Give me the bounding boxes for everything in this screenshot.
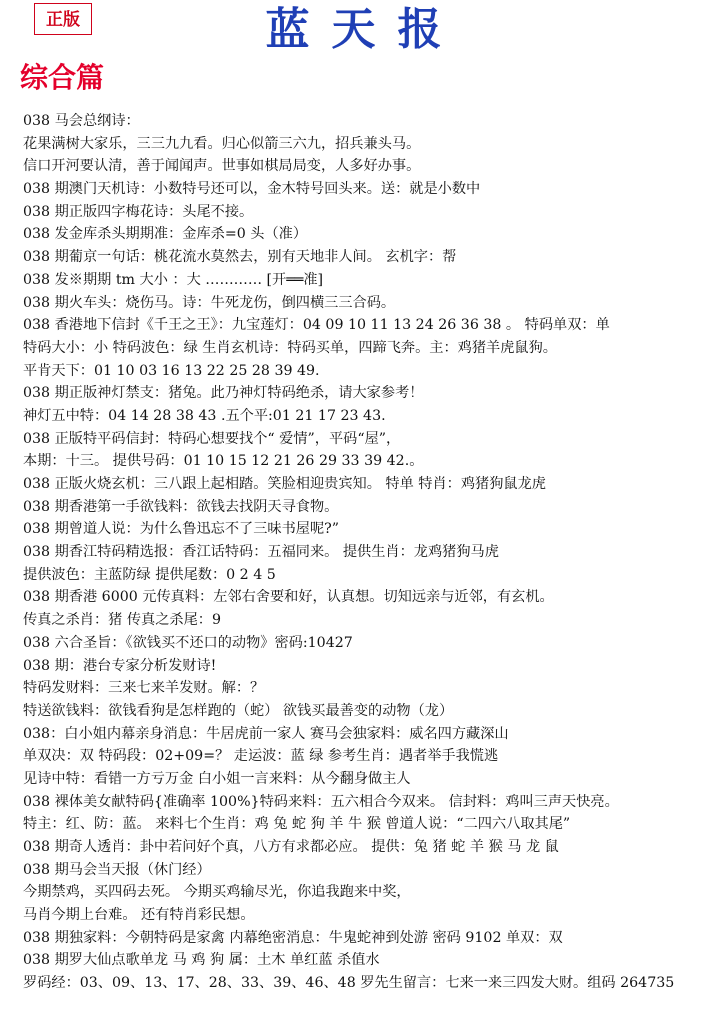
text-line: 038 发金库杀头期期准：金库杀=0 头（准） <box>23 226 308 243</box>
text-line: 038 正版特平码信封：特码心想要找个“ 爱情”，平码“屋”， <box>23 430 401 447</box>
article-body <box>23 110 693 995</box>
text-line: 038 香港地下信封《千王之王》：九宝莲灯：04 09 10 11 13 24 26 36 38 。 特码单双：单 <box>23 317 610 334</box>
text-line: 038 期正版神灯禁支：猪兔。此乃神灯特码绝杀，请大家参考！ <box>23 385 424 402</box>
text-line: 特码大小：小 特码波色：绿 生肖玄机诗：特码买单，四蹄飞奔。主：鸡猪羊虎鼠狗。 <box>23 339 557 356</box>
text-line: 038 正版火烧玄机：三八跟上起相踏。笑脸相迎贵宾知。 特单 特肖：鸡猪狗鼠龙虎 <box>23 476 546 492</box>
text-line: 038 马会总纲诗： <box>23 113 140 129</box>
text-line: 特送欲钱料：欲钱看狗是怎样跑的（蛇） 欲钱买最善变的动物（龙） <box>23 702 454 719</box>
text-line: 神灯五中特：04 14 28 38 43 .五个平:01 21 17 23 43. <box>23 407 386 424</box>
text-line: 平肯天下：01 10 03 16 13 22 25 28 39 49. <box>23 362 320 379</box>
text-line: 038：白小姐内幕亲身消息：牛居虎前一家人 赛马会独家料：威名四方藏深山 <box>23 725 509 742</box>
text-line: 038 六合圣旨：《欲钱买不还口的动物》密码:10427 <box>23 634 353 651</box>
text-line: 马肖今期上台难。 还有特肖彩民想。 <box>23 907 255 924</box>
text-line: 单双决：双 特码段：02+09=？ 走运波：蓝 绿 参考生肖：遇者举手我慌逃 <box>23 748 499 765</box>
text-line: 罗码经：03、09、13、17、28、33、39、46、48 罗先生留言：七来一来三四发大财。组码 264735 <box>23 975 675 992</box>
text-line: 038 期香港 6000 元传真料：左邻右舍要和好，认真想。切知远亲与近邻，有玄机。 <box>23 589 554 606</box>
text-line: 038 期香江特码精选报：香江话特码：五福同来。 提供生肖：龙鸡猪狗马虎 <box>23 544 499 561</box>
text-line: 038 裸体美女献特码{准确率 100%}特码来料：五六相合今双来。 信封料：鸡叫三声天快亮。 <box>23 793 619 810</box>
text-line: 038 期葡京一句话：桃花流水莫然去，别有天地非人间。 玄机字：帮 <box>23 249 457 266</box>
text-line: 038 期正版四字梅花诗：头尾不接。 <box>23 203 254 220</box>
text-line: 038 发※期期 tm 大小 ：大 ………… [开══准] <box>23 271 324 288</box>
text-line: 038 期罗大仙点歌单龙 马 鸡 狗 属：土木 单红蓝 杀值水 <box>23 952 380 969</box>
text-line: 038 期马会当天报（休门经） <box>23 861 211 878</box>
section-heading: 综合篇 <box>20 61 105 94</box>
text-line: 特主：红、防：蓝。 来料七个生肖：鸡 兔 蛇 狗 羊 牛 猴 曾道人说：“二四六八取其尾” <box>23 816 571 833</box>
text-line: 特码发财料：三来七来羊发财。解：？ <box>23 680 265 697</box>
text-line: 见诗中特：看错一方亏万金 白小姐一言来料：从今翻身做主人 <box>23 770 411 787</box>
text-line: 038 期曾道人说：为什么鲁迅忘不了三味书屋呢?” <box>23 521 340 538</box>
text-line: 038 期：港台专家分析发财诗! <box>23 657 217 674</box>
edition-badge: 正版 <box>34 3 92 35</box>
text-line: 038 期奇人透肖：卦中若问好个真，八方有求都必应。 提供：兔 猪 蛇 羊 猴 马 龙 鼠 <box>23 839 559 855</box>
text-line: 信口开河要认清，善于闻闻声。世事如棋局局变，人多好办事。 <box>23 158 421 175</box>
text-line: 038 期香港第一手欲钱料：欲钱去找阴天寻食物。 <box>23 498 339 515</box>
text-line: 花果满树大家乐，三三九九看。归心似箭三六九，招兵兼头马。 <box>23 135 421 152</box>
text-line: 038 期澳门天机诗：小数特号还可以，金木特号回头来。送：就是小数中 <box>23 181 481 198</box>
text-line: 今期禁鸡，买四码去死。 今期买鸡输尽光，你追我跑来中奖， <box>23 884 411 901</box>
text-line: 本期：十三。 提供号码：01 10 15 12 21 26 29 33 39 42.。 <box>23 453 424 470</box>
text-line: 038 期独家料：今朝特码是家禽 内幕绝密消息：牛鬼蛇神到处游 密码 9102 单双：双 <box>23 929 563 946</box>
page-title: 蓝天报 <box>265 4 464 55</box>
text-line: 038 期火车头：烧伤马。诗：牛死龙伤，倒四横三三合码。 <box>23 294 396 311</box>
text-line: 传真之杀肖：猪 传真之杀尾：9 <box>23 612 221 629</box>
text-line: 提供波色：主蓝防绿 提供尾数：0 2 4 5 <box>23 566 276 583</box>
